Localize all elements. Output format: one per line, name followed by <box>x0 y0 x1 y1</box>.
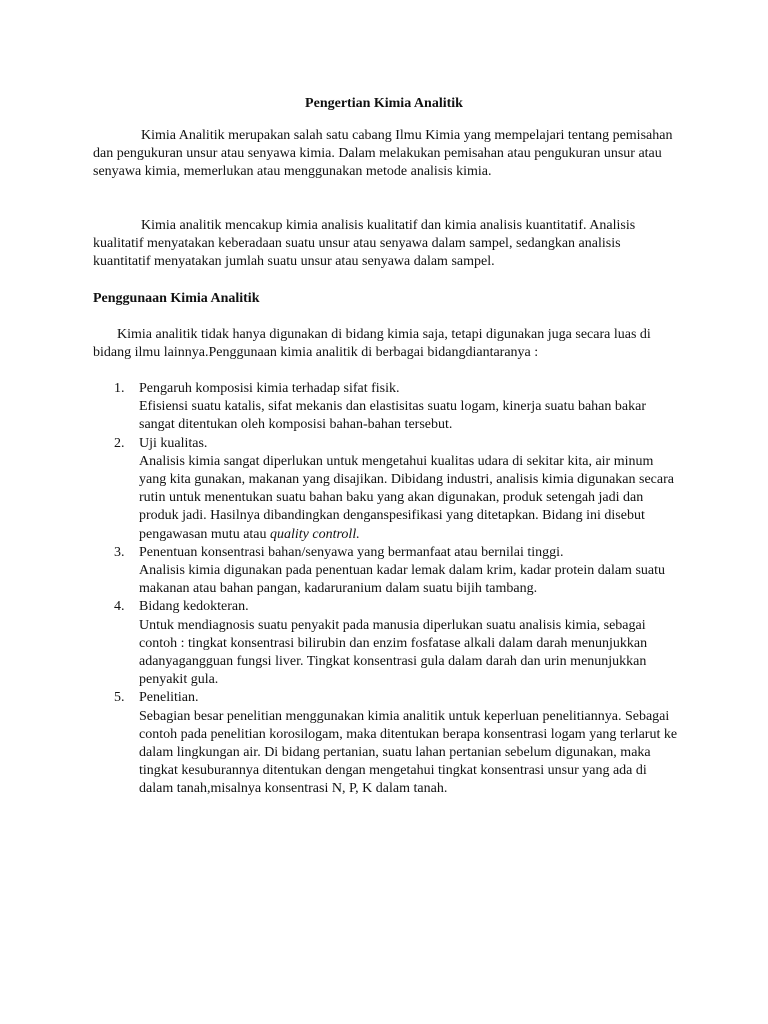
list-item-body: Analisis kimia digunakan pada penentuan kadar lemak dalam krim, kadar protein dalam suatu makanan atau bahan pangan, kadaruranium dalam suatu bijih tambang. <box>139 563 665 597</box>
list-item <box>93 380 683 435</box>
list-item-title: Penelitian. <box>139 690 199 706</box>
paragraph-usage-intro: Kimia analitik tidak hanya digunakan di bidang kimia saja, tetapi digunakan juga secara luas di bidang ilmu lainnya.Penggunaan kimia analitik di berbagai bidangdiantaranya : <box>93 327 651 361</box>
list-item-body: Efisiensi suatu katalis, sifat mekanis dan elastisitas suatu logam, kinerja suatu bahan bakar sangat ditentukan oleh komposisi bahan-bahan tersebut. <box>139 399 646 433</box>
list-item-body: Sebagian besar penelitian menggunakan kimia analitik untuk keperluan penelitiannya. Sebagai contoh pada penelitian korosilogam, maka ditentukan berapa konsentrasi logam yang terlarut ke dalam lingkungan air. Di bidang pertanian, suatu lahan pertanian sebelum digunakan, maka tingkat kesuburannya ditentukan dengan mengetahui tingkat konsentrasi unsur yang ada di dalam tanah,misalnya konsentrasi N, P, K dalam tanah. <box>139 708 678 797</box>
list-item-body-text: Analisis kimia sangat diperlukan untuk mengetahui kualitas udara di sekitar kita, air minum yang kita gunakan, makanan yang disajikan. Dibidang industri, analisis kimia digunakan secara rutin untuk menentukan suatu bahan baku yang akan digunakan, produk setengah jadi dan produk jadi. Hasilnya dibandingkan denganspesifikasi yang ditetapkan. Bidang ini disebut pengawasan mutu atau <box>139 453 674 542</box>
list-item-body: Untuk mendiagnosis suatu penyakit pada manusia diperlukan suatu analisis kimia, sebagai contoh : tingkat konsentrasi bilirubin dan enzim fosfatase alkali dalam darah menunjukkan adanyagangguan fungsi liver. Tingkat konsentrasi gula dalam darah dan urin menunjukkan penyakit gula. <box>139 617 648 688</box>
list-item-body-italic: quality controll. <box>270 526 360 542</box>
list-item-content <box>139 544 683 599</box>
list-item <box>93 689 683 798</box>
list-item-content <box>139 598 683 689</box>
list-number: 4. <box>114 599 125 615</box>
usage-list <box>93 380 683 799</box>
list-number: 2. <box>114 435 125 451</box>
section-heading-usage: Penggunaan Kimia Analitik <box>93 291 260 306</box>
list-item <box>93 598 683 689</box>
list-number: 3. <box>114 544 125 560</box>
list-number: 1. <box>114 381 125 396</box>
list-item-content <box>139 380 683 435</box>
list-item-title: Bidang kedokteran. <box>139 599 249 615</box>
paragraph-scope: Kimia analitik mencakup kimia analisis kualitatif dan kimia analisis kuantitatif. Analisis kualitatif menyatakan keberadaan suatu unsur atau senyawa dalam sampel, sedangkan analisis kuantitatif menyatakan jumlah suatu unsur atau senyawa dalam sampel. <box>93 218 636 270</box>
list-number: 5. <box>114 690 125 706</box>
page-title: Pengertian Kimia Analitik <box>305 96 463 111</box>
list-item-content <box>139 689 683 798</box>
list-item-content <box>139 435 683 544</box>
paragraph-definition: Kimia Analitik merupakan salah satu cabang Ilmu Kimia yang mempelajari tentang pemisahan dan pengukuran unsur atau senyawa kimia. Dalam melakukan pemisahan atau pengukuran unsur atau senyawa kimia, memerlukan atau menggunakan metode analisis kimia. <box>93 128 673 180</box>
list-item-title: Pengaruh komposisi kimia terhadap sifat fisik. <box>139 381 400 396</box>
list-item <box>93 544 683 599</box>
list-item-body <box>139 453 683 544</box>
list-item <box>93 435 683 544</box>
list-item-title: Uji kualitas. <box>139 435 208 451</box>
list-item-title: Penentuan konsentrasi bahan/senyawa yang bermanfaat atau bernilai tinggi. <box>139 544 564 560</box>
